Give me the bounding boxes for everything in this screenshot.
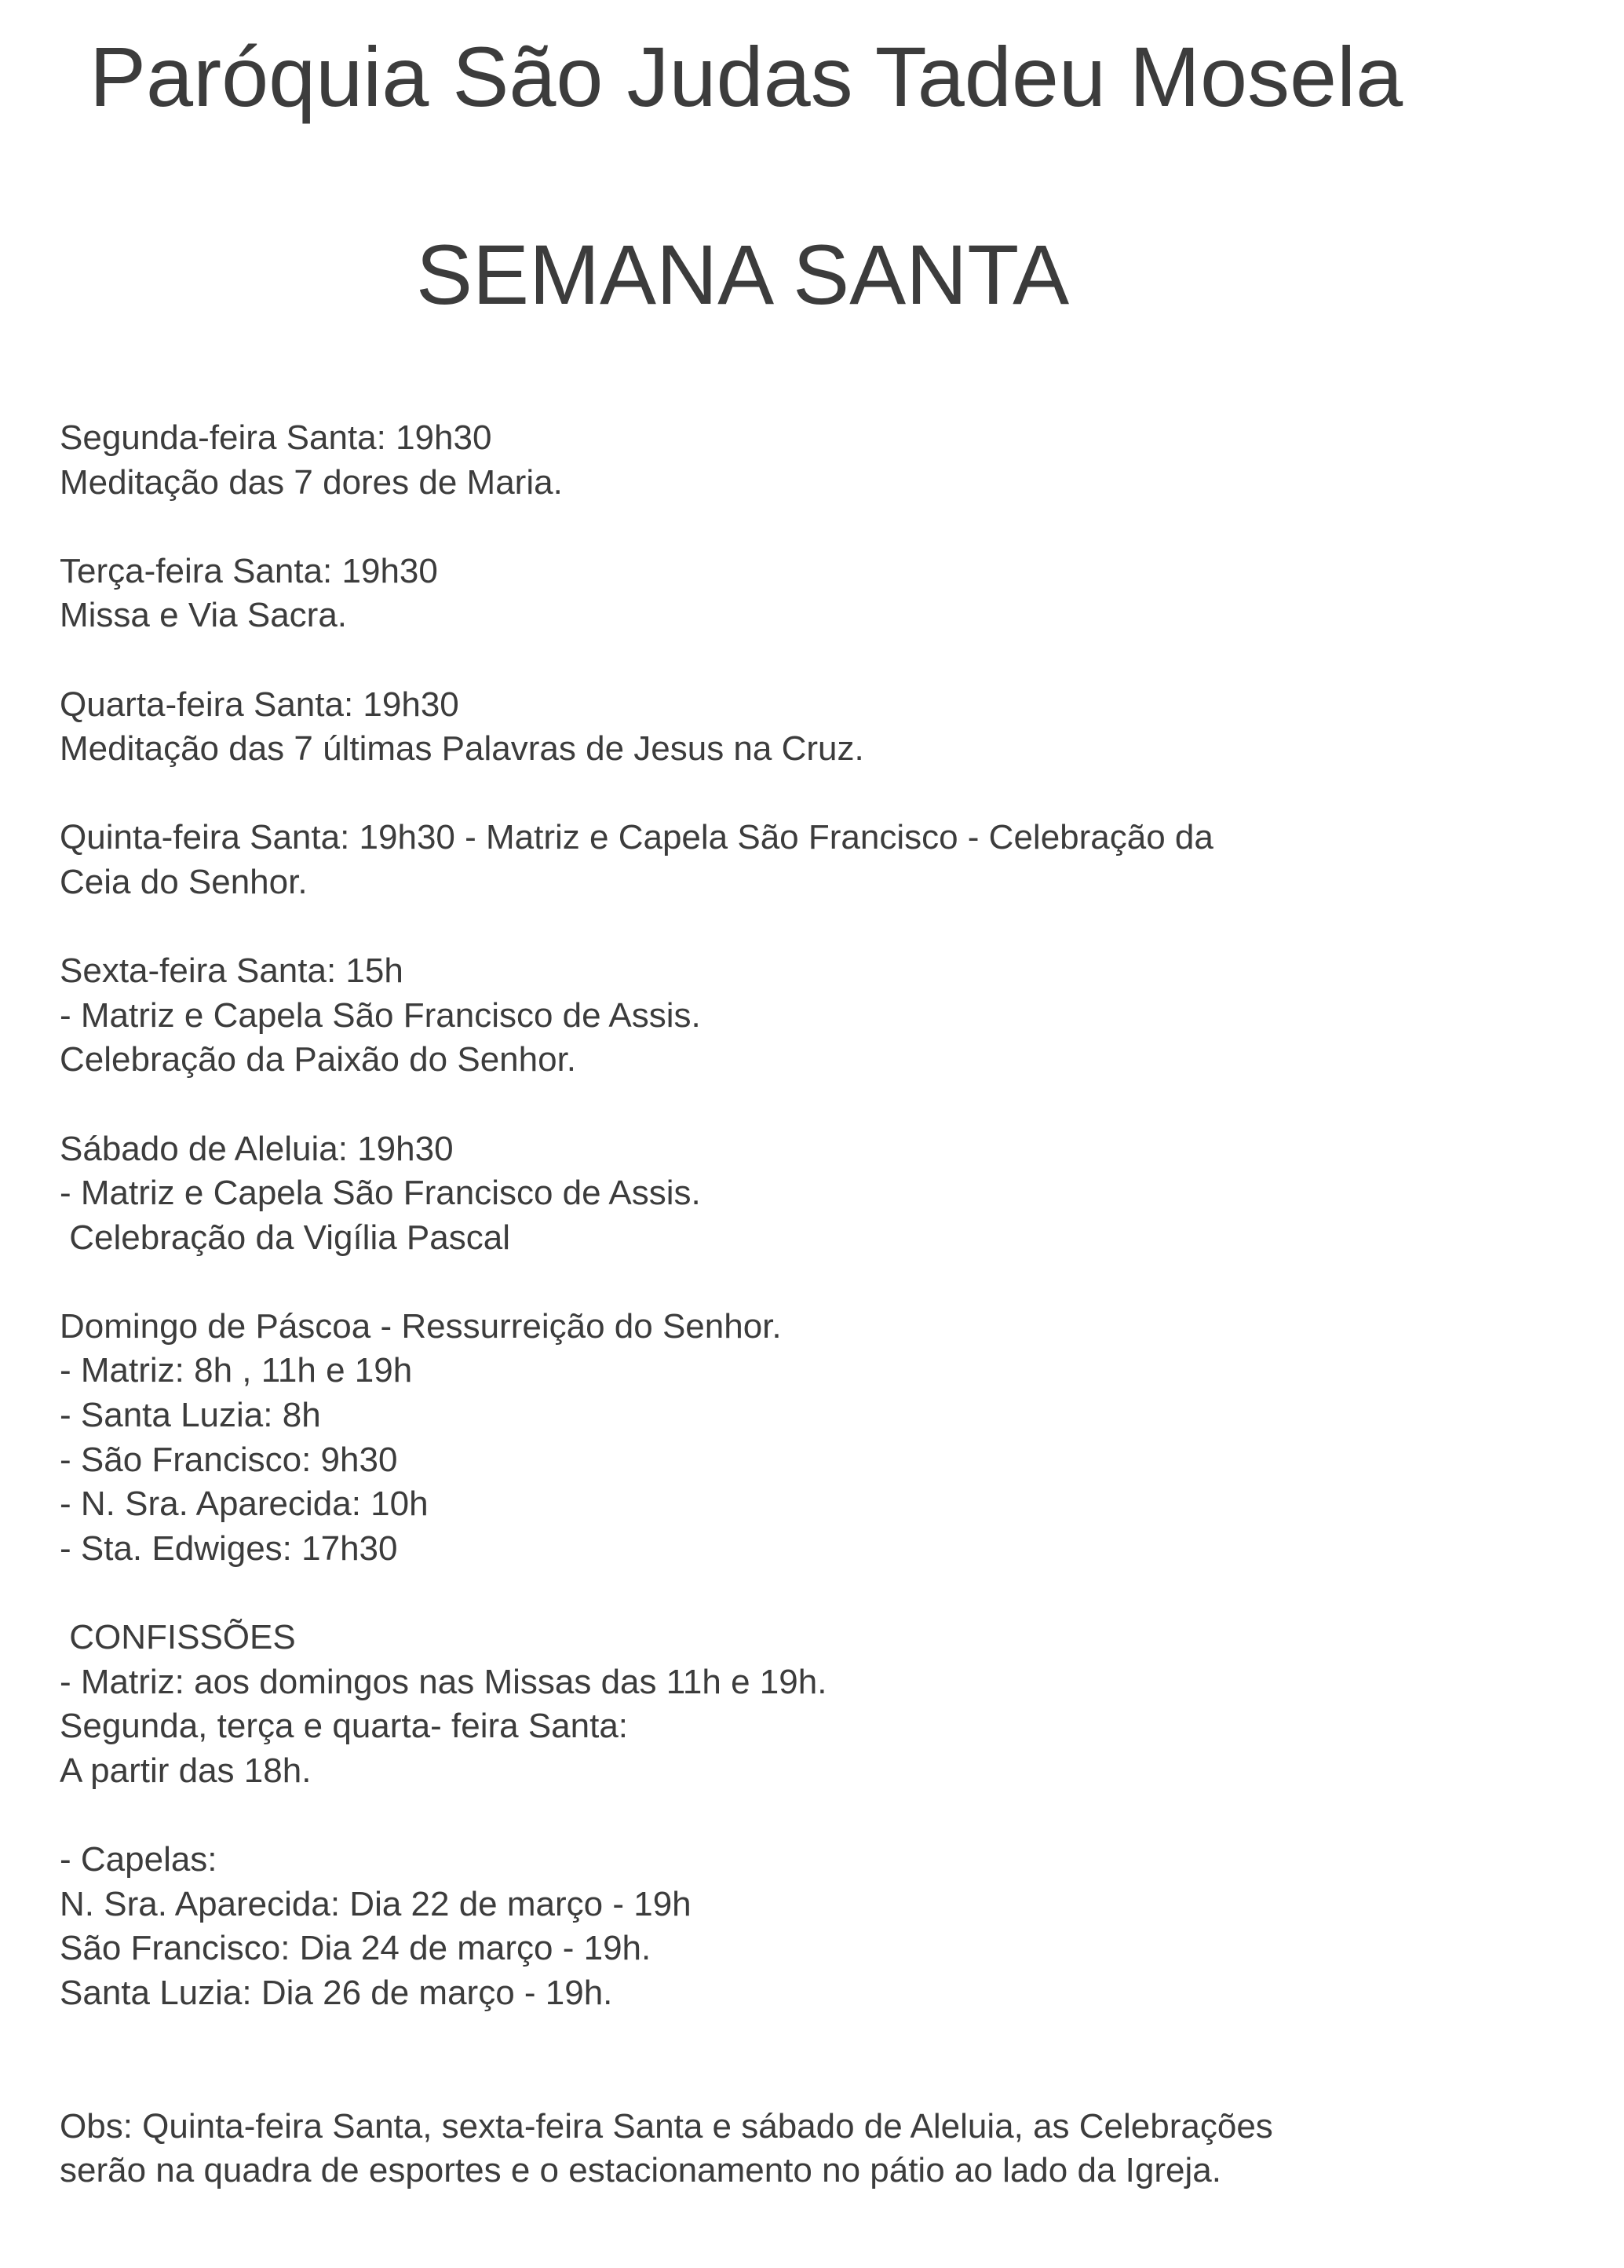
schedule-line: - Capelas:: [60, 1840, 217, 1879]
blank-line: [60, 1793, 1273, 1838]
schedule-line: CONFISSÕES: [60, 1618, 296, 1657]
schedule-line: Terça-feira Santa: 19h30: [60, 551, 438, 590]
schedule-line: Meditação das 7 dores de Maria.: [60, 462, 563, 502]
schedule-line: serão na quadra de esportes e o estacionamento no pátio ao lado da Igreja.: [60, 2151, 1221, 2190]
blank-line: [60, 905, 1273, 950]
blank-line: [60, 2060, 1273, 2105]
schedule-line: Celebração da Vigília Pascal: [60, 1218, 510, 1257]
schedule-line: - Matriz: 8h , 11h e 19h: [60, 1351, 413, 1390]
blank-line: [60, 638, 1273, 683]
schedule-line: Sábado de Aleluia: 19h30: [60, 1129, 454, 1168]
schedule-text: [60, 416, 1273, 2193]
blank-line: [60, 1260, 1273, 1305]
schedule-line: Quinta-feira Santa: 19h30 - Matriz e Capela São Francisco - Celebração da: [60, 818, 1213, 857]
schedule-line: Celebração da Paixão do Senhor.: [60, 1040, 577, 1079]
schedule-line: Segunda, terça e quarta- feira Santa:: [60, 1707, 629, 1746]
schedule-line: Segunda-feira Santa: 19h30: [60, 418, 492, 457]
page-title: Paróquia São Judas Tadeu Mosela: [89, 29, 1403, 124]
schedule-line: - Matriz: aos domingos nas Missas das 11h e 19h.: [60, 1662, 827, 1701]
blank-line: [60, 1083, 1273, 1127]
schedule-line: - Sta. Edwiges: 17h30: [60, 1528, 398, 1568]
schedule-line: Meditação das 7 últimas Palavras de Jesus na Cruz.: [60, 729, 864, 769]
schedule-line: N. Sra. Aparecida: Dia 22 de março - 19h: [60, 1884, 692, 1923]
schedule-line: - Matriz e Capela São Francisco de Assis.: [60, 995, 701, 1035]
schedule-line: - N. Sra. Aparecida: 10h: [60, 1485, 429, 1524]
page-subtitle: SEMANA SANTA: [416, 227, 1070, 322]
schedule-line: Domingo de Páscoa - Ressurreição do Senhor.: [60, 1306, 782, 1346]
blank-line: [60, 505, 1273, 550]
schedule-line: São Francisco: Dia 24 de março - 19h.: [60, 1929, 651, 1968]
schedule-line: - Santa Luzia: 8h: [60, 1396, 321, 1435]
blank-line: [60, 2015, 1273, 2060]
schedule-line: Quarta-feira Santa: 19h30: [60, 685, 459, 724]
schedule-line: A partir das 18h.: [60, 1751, 312, 1790]
schedule-line: Sexta-feira Santa: 15h: [60, 951, 403, 991]
schedule-line: - São Francisco: 9h30: [60, 1440, 398, 1479]
blank-line: [60, 1571, 1273, 1616]
schedule-line: Ceia do Senhor.: [60, 862, 308, 901]
schedule-line: Missa e Via Sacra.: [60, 596, 348, 635]
schedule-line: Obs: Quinta-feira Santa, sexta-feira Santa e sábado de Aleluia, as Celebrações: [60, 2106, 1273, 2146]
schedule-line: - Matriz e Capela São Francisco de Assis.: [60, 1174, 701, 1213]
blank-line: [60, 772, 1273, 816]
schedule-line: Santa Luzia: Dia 26 de março - 19h.: [60, 1973, 613, 2012]
